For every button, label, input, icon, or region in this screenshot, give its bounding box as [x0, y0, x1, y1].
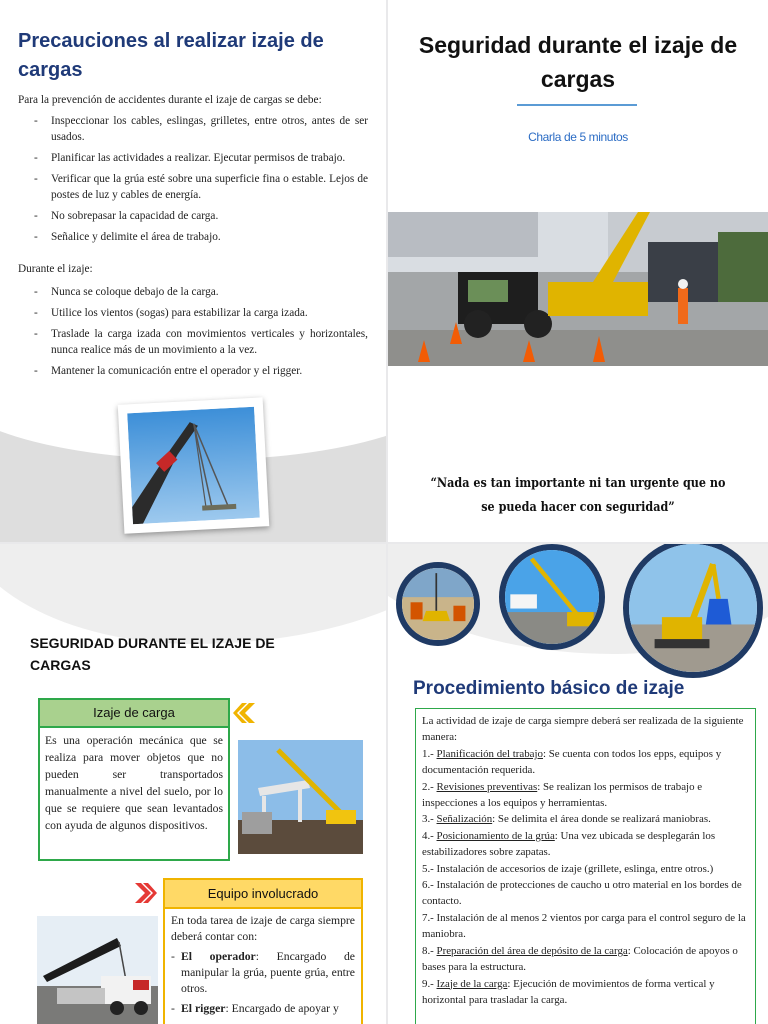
safety-quote: “Nada es tan importante ni tan urgente que no se pueda hacer con seguridad” — [430, 476, 726, 515]
step-number: 2.- — [422, 780, 437, 793]
chevron-left-icon — [233, 702, 257, 724]
lifting-label: Izaje de carga — [38, 698, 230, 728]
step-term: Izaje de la carga — [436, 977, 508, 990]
gas-station-lift-image — [238, 740, 363, 854]
step-description: Instalación de accesorios de izaje (grillete, eslinga, entre otros.) — [436, 862, 714, 875]
definitions-panel — [0, 544, 386, 1024]
background-swoosh — [0, 544, 386, 644]
step-number: 6.- — [422, 879, 437, 892]
during-list — [34, 284, 368, 384]
procedure-intro: La actividad de izaje de carga siempre deberá ser realizada de la siguiente manera: — [422, 715, 744, 744]
step-number: 4.- — [422, 829, 437, 842]
section-heading: SEGURIDAD DURANTE EL IZAJE DE CARGAS — [30, 635, 275, 673]
list-item: - Traslade la carga izada con movimientos verticales y horizontales, nunca realice más de un movimiento a la vez. — [34, 326, 368, 358]
step-description: Instalación de al menos 2 vientos por carga para el control seguro de la maniobra. — [422, 911, 746, 941]
procedure-panel — [388, 544, 768, 1024]
lifting-circle-image — [402, 568, 474, 640]
cover-panel — [388, 0, 768, 542]
cover-title: Seguridad durante el izaje de cargas — [418, 32, 738, 92]
procedure-step — [422, 811, 749, 827]
gas-station-lift-photo — [238, 740, 363, 854]
step-number: 8.- — [422, 944, 437, 957]
precautions-title: Precauciones al realizar izaje de cargas — [18, 30, 324, 81]
list-item: - Verificar que la grúa esté sobre una superficie fina o estable. Lejos de postes de luz y cables de energía. — [34, 171, 368, 203]
list-item: - Mantener la comunicación entre el operador y el rigger. — [34, 363, 368, 379]
precautions-panel — [0, 0, 386, 542]
crane-circle-image — [505, 550, 599, 644]
equipment-label: Equipo involucrado — [163, 878, 363, 909]
list-item: - Planificar las actividades a realizar. Ejecutar permisos de trabajo. — [34, 150, 368, 166]
list-item: - Señalice y delimite el área de trabajo. — [34, 229, 368, 245]
role-description: : Encargado de apoyar y — [225, 1002, 339, 1015]
precautions-list — [34, 113, 368, 250]
crane-site-image — [388, 212, 768, 366]
step-description: : Ejecución de movimientos de forma vertical y horizontal para trasladar la carga. — [422, 977, 715, 1006]
step-description: : Una vez ubicada se desplegarán los estabilizadores sobre zapatas. — [422, 829, 716, 859]
equipment-intro: En toda tarea de izaje de carga siempre deberá contar con: — [171, 914, 355, 943]
list-item: - Nunca se coloque debajo de la carga. — [34, 284, 368, 300]
step-description: Instalación de protecciones de caucho u otro material en los bordes de contacto. — [422, 879, 742, 908]
equipment-description — [163, 909, 363, 1024]
precautions-intro: Para la prevención de accidentes durante el izaje de cargas se debe: — [18, 94, 322, 106]
step-description: : Se realizan los permisos de trabajo e inspecciones a los equipos y herramientas. — [422, 780, 703, 810]
crane-truck-image — [37, 916, 158, 1024]
procedure-step — [422, 910, 749, 943]
procedure-title: Procedimiento básico de izaje — [413, 678, 685, 699]
crane-arm-image — [127, 407, 260, 524]
role-term: El rigger — [181, 1002, 226, 1015]
step-number: 1.- — [422, 747, 437, 760]
procedure-box — [415, 708, 756, 1024]
chevron-right-icon — [133, 882, 157, 904]
step-description: : Se cuenta con todos los epps, equipos y documentación requerida. — [422, 747, 722, 777]
excavator-circle-image — [629, 544, 757, 672]
step-number: 3.- — [422, 813, 437, 826]
lifting-circle-photo — [396, 562, 480, 646]
procedure-step — [422, 828, 749, 861]
step-number: 5.- — [422, 862, 437, 875]
step-description: : Colocación de apoyos o bases para la estructura. — [422, 944, 738, 974]
role-term: El operador — [181, 950, 256, 963]
list-item: - Utilice los vientos (sogas) para estabilizar la carga izada. — [34, 305, 368, 321]
cover-subtitle: Charla de 5 minutos — [528, 130, 628, 144]
crane-arm-photo — [118, 397, 270, 533]
step-term: Revisiones preventivas — [436, 780, 538, 793]
crane-circle-photo — [499, 544, 605, 650]
procedure-step — [422, 746, 749, 779]
list-item: - No sobrepasar la capacidad de carga. — [34, 208, 368, 224]
procedure-step — [422, 861, 749, 877]
title-underline — [517, 104, 637, 106]
list-item: - Inspeccionar los cables, eslingas, grilletes, entre otros, antes de ser usados. — [34, 113, 368, 145]
procedure-step — [422, 779, 749, 812]
procedure-step — [422, 976, 749, 1009]
step-description: : Se delimita el área donde se realizará maniobras. — [492, 813, 711, 826]
step-number: 9.- — [422, 977, 437, 990]
crane-site-photo — [388, 212, 768, 366]
step-term: Señalización — [436, 813, 493, 826]
procedure-step — [422, 943, 749, 976]
procedure-step — [422, 877, 749, 910]
crane-truck-photo — [37, 916, 158, 1024]
step-term: Preparación del área de depósito de la carga — [436, 944, 628, 957]
list-item — [171, 949, 355, 997]
step-term: Planificación del trabajo — [436, 747, 543, 760]
step-term: Posicionamiento de la grúa — [436, 829, 555, 842]
excavator-circle-photo — [623, 544, 763, 678]
step-number: 7.- — [422, 911, 437, 924]
lifting-definition: Es una operación mecánica que se realiza para mover objetos que no pueden ser transportados manualmente a nivel del suelo, por lo que se requiere que sean levantados con ayuda de algunos dispositivos. — [38, 728, 230, 861]
list-item — [171, 1001, 355, 1017]
role-description: : Encargado de manipular la grúa, puente grúa, entre otros. — [181, 950, 355, 995]
during-label: Durante el izaje: — [18, 263, 93, 275]
